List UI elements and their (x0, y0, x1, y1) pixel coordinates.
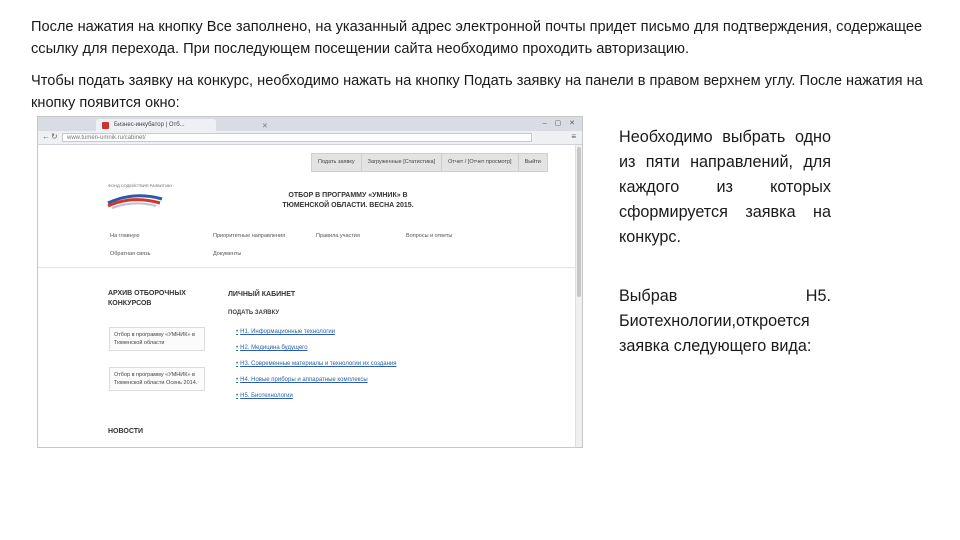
back-icon[interactable]: ← (42, 132, 50, 141)
window-controls-icon[interactable]: ‒ ▢ ✕ (542, 120, 578, 127)
explanation-text-2: Выбрав Н5. Биотехнологии,откроется заявка следующего вида: (619, 287, 831, 355)
direction-link-h3[interactable]: • Н3. Современные материалы и технологии их создания (236, 361, 397, 367)
tab-close-icon[interactable]: ✕ (262, 123, 268, 130)
tab-title: Бизнес-инкубатор | Отб... (114, 122, 185, 128)
news-heading: НОВОСТИ (108, 428, 144, 435)
menu-faq[interactable]: Вопросы и ответы (406, 233, 453, 239)
submit-heading: ПОДАТЬ ЗАЯВКУ (228, 310, 280, 316)
explanation-text-1: Необходимо выбрать одно из пяти направлений, для каждого из которых сформируется заявка на конкурс. (619, 128, 831, 246)
browser-tab-bar (38, 117, 582, 131)
menu-priorities[interactable]: Приоритетные направления (213, 233, 286, 239)
direction-link-h1[interactable]: • Н1. Информационные технологии (236, 329, 336, 335)
menu-rules[interactable]: Правила участия (316, 233, 360, 239)
site-title: ОТБОР В ПРОГРАММУ «УМНИК» В ТЮМЕНСКОЙ ОБЛАСТИ. ВЕСНА 2015. (282, 192, 414, 209)
instruction-paragraph-1: После нажатия на кнопку Все заполнено, на указанный адрес электронной почты придет письмо для подтверждения, содержащее ссылку для перехода. При последующем посещении сайта необходимо проходить авторизацию. (31, 19, 923, 57)
browser-menu-icon[interactable]: ≡ (571, 132, 576, 141)
cabinet-nav-panel (311, 153, 548, 172)
submit-application-button[interactable]: Подать заявку (312, 154, 362, 171)
menu-documents[interactable]: Документы (213, 251, 242, 257)
logout-button[interactable]: Выйти (524, 159, 541, 165)
menu-home[interactable]: На главную (110, 233, 140, 239)
fund-logo-icon (106, 189, 164, 209)
browser-tab[interactable] (96, 119, 268, 131)
archive-item[interactable]: Отбор в программу «УМНИК» в Тюменской области Осень 2014. (109, 367, 205, 391)
direction-link-h2[interactable]: • Н2. Медицина будущего (236, 345, 308, 351)
menu-divider (38, 267, 582, 268)
url-field[interactable]: www.tumen-umnik.ru/cabinet/ (62, 133, 532, 142)
browser-screenshot (38, 117, 582, 447)
uploaded-button[interactable]: Загруженные [Статистика] (362, 154, 443, 171)
address-bar (38, 131, 582, 145)
instruction-paragraph-2: Чтобы подать заявку на конкурс, необходимо нажать на кнопку Подать заявку на панели в правом верхнем углу. После нажатия на кнопку появится окно: (31, 73, 923, 111)
report-button[interactable]: Отчет / [Отчет просмотр] (442, 154, 518, 171)
menu-feedback[interactable]: Обратная связь (110, 251, 151, 257)
reload-icon[interactable]: ↻ (51, 132, 58, 141)
direction-link-h5[interactable]: • Н5. Биотехнологии (236, 393, 293, 399)
scrollbar-thumb[interactable] (577, 147, 581, 297)
logo-caption: ФОНД СОДЕЙСТВИЯ РАЗВИТИЮ (108, 183, 173, 188)
archive-item[interactable]: Отбор в программу «УМНИК» в Тюменской области (109, 327, 205, 351)
archive-heading: АРХИВ ОТБОРОЧНЫХ КОНКУРСОВ (108, 290, 186, 307)
direction-link-h4[interactable]: • Н4. Новые приборы и аппаратные комплексы (236, 377, 368, 383)
cabinet-heading: ЛИЧНЫЙ КАБИНЕТ (228, 291, 296, 298)
favicon-icon (102, 122, 109, 129)
